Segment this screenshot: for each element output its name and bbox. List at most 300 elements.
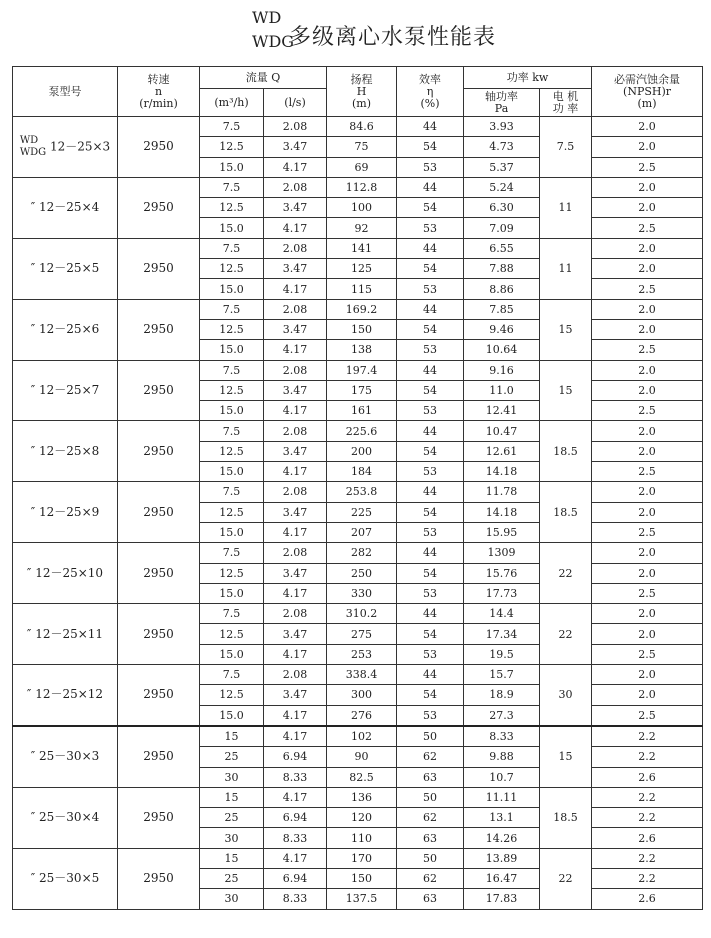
motor-power: 15 xyxy=(540,299,592,360)
table-row xyxy=(13,177,703,197)
header-flow: 流量 Q xyxy=(200,67,327,89)
shaft-power: 15.95 xyxy=(464,522,540,542)
speed-rpm: 2950 xyxy=(118,299,200,360)
shaft-power: 14.26 xyxy=(464,828,540,848)
npsh: 2.0 xyxy=(592,482,703,502)
series-label-wdg: WDG xyxy=(252,32,295,51)
flow-m3h: 12.5 xyxy=(200,380,264,400)
npsh: 2.0 xyxy=(592,685,703,705)
pump-model xyxy=(13,421,118,482)
npsh: 2.0 xyxy=(592,441,703,461)
npsh: 2.0 xyxy=(592,177,703,197)
pump-model xyxy=(13,360,118,421)
head: 282 xyxy=(327,543,397,563)
motor-power: 22 xyxy=(540,543,592,604)
pump-model xyxy=(13,299,118,360)
header-power: 功率 kw xyxy=(464,67,592,89)
flow-m3h: 15.0 xyxy=(200,462,264,482)
speed-rpm: 2950 xyxy=(118,665,200,726)
flow-ls: 4.17 xyxy=(264,726,327,747)
head: 175 xyxy=(327,380,397,400)
npsh: 2.2 xyxy=(592,726,703,747)
head: 90 xyxy=(327,747,397,767)
model-code: 12－25×6 xyxy=(39,322,100,337)
pump-performance-table xyxy=(12,66,703,910)
shaft-power: 1309 xyxy=(464,543,540,563)
page-title: 多级离心水泵性能表 xyxy=(289,25,497,50)
motor-power: 22 xyxy=(540,604,592,665)
model-code: 25－30×3 xyxy=(39,749,100,764)
ditto-mark: ″ xyxy=(30,383,40,397)
head: 150 xyxy=(327,319,397,339)
flow-m3h: 7.5 xyxy=(200,299,264,319)
npsh: 2.5 xyxy=(592,218,703,238)
npsh: 2.5 xyxy=(592,705,703,726)
npsh: 2.5 xyxy=(592,522,703,542)
ditto-mark: ″ xyxy=(30,443,40,458)
flow-ls: 6.94 xyxy=(264,868,327,888)
shaft-power: 6.30 xyxy=(464,198,540,218)
flow-ls: 4.17 xyxy=(264,401,327,421)
flow-m3h: 15.0 xyxy=(200,522,264,542)
table-row xyxy=(13,604,703,624)
flow-ls: 3.47 xyxy=(264,137,327,157)
efficiency: 54 xyxy=(397,319,464,339)
flow-ls: 2.08 xyxy=(264,482,327,502)
shaft-power: 11.11 xyxy=(464,787,540,807)
shaft-power: 18.9 xyxy=(464,685,540,705)
efficiency: 53 xyxy=(397,340,464,360)
flow-m3h: 15.0 xyxy=(200,401,264,421)
npsh: 2.5 xyxy=(592,462,703,482)
flow-ls: 4.17 xyxy=(264,705,327,726)
head: 115 xyxy=(327,279,397,299)
shaft-power: 12.41 xyxy=(464,401,540,421)
npsh: 2.0 xyxy=(592,299,703,319)
ditto-mark: ″ xyxy=(30,200,40,215)
head: 138 xyxy=(327,340,397,360)
npsh: 2.2 xyxy=(592,848,703,868)
speed-rpm: 2950 xyxy=(118,543,200,604)
model-code: 12－25×8 xyxy=(39,443,100,458)
flow-ls: 2.08 xyxy=(264,543,327,563)
flow-m3h: 15.0 xyxy=(200,644,264,664)
motor-power: 30 xyxy=(540,665,592,726)
head: 75 xyxy=(327,137,397,157)
flow-ls: 2.08 xyxy=(264,238,327,258)
model-code: 12－25×5 xyxy=(39,261,100,276)
efficiency: 54 xyxy=(397,198,464,218)
npsh: 2.5 xyxy=(592,583,703,603)
flow-ls: 4.17 xyxy=(264,340,327,360)
npsh: 2.0 xyxy=(592,319,703,339)
shaft-power: 10.7 xyxy=(464,767,540,787)
efficiency: 54 xyxy=(397,624,464,644)
ditto-mark: ″ xyxy=(26,626,36,641)
flow-m3h: 7.5 xyxy=(200,177,264,197)
flow-m3h: 15.0 xyxy=(200,157,264,177)
flow-ls: 2.08 xyxy=(264,665,327,685)
speed-rpm: 2950 xyxy=(118,604,200,665)
npsh: 2.0 xyxy=(592,380,703,400)
speed-rpm: 2950 xyxy=(118,117,200,178)
flow-m3h: 15 xyxy=(200,787,264,807)
header-speed: 转速 n (r/min) xyxy=(118,67,200,117)
efficiency: 63 xyxy=(397,889,464,909)
efficiency: 53 xyxy=(397,462,464,482)
shaft-power: 8.33 xyxy=(464,726,540,747)
flow-ls: 3.47 xyxy=(264,563,327,583)
npsh: 2.6 xyxy=(592,767,703,787)
pump-model xyxy=(13,604,118,665)
flow-m3h: 30 xyxy=(200,889,264,909)
shaft-power: 12.61 xyxy=(464,441,540,461)
efficiency: 44 xyxy=(397,665,464,685)
shaft-power: 3.93 xyxy=(464,117,540,137)
efficiency: 44 xyxy=(397,482,464,502)
npsh: 2.0 xyxy=(592,137,703,157)
flow-m3h: 12.5 xyxy=(200,502,264,522)
flow-ls: 2.08 xyxy=(264,117,327,137)
flow-m3h: 15.0 xyxy=(200,340,264,360)
table-row xyxy=(13,482,703,502)
shaft-power: 10.64 xyxy=(464,340,540,360)
speed-rpm: 2950 xyxy=(118,482,200,543)
model-code: 12－25×12 xyxy=(35,687,104,702)
npsh: 2.0 xyxy=(592,238,703,258)
flow-m3h: 12.5 xyxy=(200,319,264,339)
efficiency: 44 xyxy=(397,604,464,624)
head: 170 xyxy=(327,848,397,868)
efficiency: 63 xyxy=(397,828,464,848)
efficiency: 54 xyxy=(397,441,464,461)
head: 92 xyxy=(327,218,397,238)
pump-model xyxy=(13,787,118,848)
ditto-mark: ″ xyxy=(26,565,36,580)
flow-ls: 4.17 xyxy=(264,218,327,238)
flow-m3h: 7.5 xyxy=(200,543,264,563)
table-row xyxy=(13,787,703,807)
head: 275 xyxy=(327,624,397,644)
table-row xyxy=(13,299,703,319)
head: 102 xyxy=(327,726,397,747)
npsh: 2.0 xyxy=(592,421,703,441)
npsh: 2.0 xyxy=(592,502,703,522)
motor-power: 22 xyxy=(540,848,592,909)
shaft-power: 14.4 xyxy=(464,604,540,624)
flow-m3h: 30 xyxy=(200,828,264,848)
head: 300 xyxy=(327,685,397,705)
npsh: 2.5 xyxy=(592,401,703,421)
efficiency: 53 xyxy=(397,401,464,421)
npsh: 2.2 xyxy=(592,747,703,767)
shaft-power: 17.73 xyxy=(464,583,540,603)
shaft-power: 14.18 xyxy=(464,462,540,482)
shaft-power: 5.24 xyxy=(464,177,540,197)
flow-m3h: 12.5 xyxy=(200,137,264,157)
head: 82.5 xyxy=(327,767,397,787)
ditto-mark: ″ xyxy=(30,749,40,764)
shaft-power: 4.73 xyxy=(464,137,540,157)
shaft-power: 6.55 xyxy=(464,238,540,258)
flow-m3h: 7.5 xyxy=(200,360,264,380)
efficiency: 53 xyxy=(397,705,464,726)
flow-m3h: 7.5 xyxy=(200,238,264,258)
model-code: 12－25×11 xyxy=(35,626,104,641)
flow-m3h: 12.5 xyxy=(200,624,264,644)
shaft-power: 19.5 xyxy=(464,644,540,664)
npsh: 2.2 xyxy=(592,787,703,807)
motor-power: 11 xyxy=(540,177,592,238)
npsh: 2.5 xyxy=(592,340,703,360)
flow-m3h: 12.5 xyxy=(200,685,264,705)
shaft-power: 13.1 xyxy=(464,808,540,828)
efficiency: 53 xyxy=(397,279,464,299)
flow-m3h: 12.5 xyxy=(200,563,264,583)
ditto-mark: ″ xyxy=(30,322,40,337)
flow-ls: 3.47 xyxy=(264,259,327,279)
speed-rpm: 2950 xyxy=(118,177,200,238)
shaft-power: 7.85 xyxy=(464,299,540,319)
head: 338.4 xyxy=(327,665,397,685)
title-block xyxy=(0,0,711,66)
flow-ls: 6.94 xyxy=(264,808,327,828)
head: 84.6 xyxy=(327,117,397,137)
head: 161 xyxy=(327,401,397,421)
pump-model xyxy=(13,543,118,604)
npsh: 2.0 xyxy=(592,198,703,218)
shaft-power: 17.34 xyxy=(464,624,540,644)
head: 69 xyxy=(327,157,397,177)
speed-rpm: 2950 xyxy=(118,726,200,787)
head: 276 xyxy=(327,705,397,726)
efficiency: 53 xyxy=(397,218,464,238)
flow-m3h: 15 xyxy=(200,848,264,868)
flow-ls: 2.08 xyxy=(264,299,327,319)
efficiency: 54 xyxy=(397,563,464,583)
head: 136 xyxy=(327,787,397,807)
flow-m3h: 7.5 xyxy=(200,482,264,502)
flow-m3h: 12.5 xyxy=(200,198,264,218)
flow-ls: 3.47 xyxy=(264,502,327,522)
motor-power: 18.5 xyxy=(540,787,592,848)
pump-model xyxy=(13,177,118,238)
efficiency: 54 xyxy=(397,137,464,157)
header-efficiency: 效率 η (%) xyxy=(397,67,464,117)
flow-ls: 4.17 xyxy=(264,644,327,664)
flow-ls: 3.47 xyxy=(264,441,327,461)
efficiency: 44 xyxy=(397,177,464,197)
table-row xyxy=(13,238,703,258)
pump-model xyxy=(13,238,118,299)
shaft-power: 9.16 xyxy=(464,360,540,380)
shaft-power: 10.47 xyxy=(464,421,540,441)
npsh: 2.6 xyxy=(592,828,703,848)
shaft-power: 17.83 xyxy=(464,889,540,909)
npsh: 2.2 xyxy=(592,808,703,828)
shaft-power: 9.88 xyxy=(464,747,540,767)
efficiency: 54 xyxy=(397,259,464,279)
head: 120 xyxy=(327,808,397,828)
header-head: 扬程 H (m) xyxy=(327,67,397,117)
shaft-power: 5.37 xyxy=(464,157,540,177)
ditto-mark: ″ xyxy=(30,261,40,276)
npsh: 2.0 xyxy=(592,604,703,624)
flow-ls: 8.33 xyxy=(264,889,327,909)
head: 125 xyxy=(327,259,397,279)
table-row xyxy=(13,726,703,747)
flow-m3h: 15 xyxy=(200,726,264,747)
flow-m3h: 7.5 xyxy=(200,421,264,441)
flow-m3h: 12.5 xyxy=(200,259,264,279)
table-row xyxy=(13,117,703,137)
speed-rpm: 2950 xyxy=(118,848,200,909)
head: 253 xyxy=(327,644,397,664)
head: 110 xyxy=(327,828,397,848)
head: 310.2 xyxy=(327,604,397,624)
flow-m3h: 12.5 xyxy=(200,441,264,461)
head: 225.6 xyxy=(327,421,397,441)
flow-m3h: 15.0 xyxy=(200,705,264,726)
npsh: 2.5 xyxy=(592,157,703,177)
motor-power: 18.5 xyxy=(540,421,592,482)
pump-model xyxy=(13,848,118,909)
flow-ls: 4.17 xyxy=(264,279,327,299)
flow-m3h: 7.5 xyxy=(200,604,264,624)
table-row xyxy=(13,665,703,685)
flow-m3h: 15.0 xyxy=(200,218,264,238)
flow-m3h: 15.0 xyxy=(200,279,264,299)
flow-ls: 8.33 xyxy=(264,767,327,787)
shaft-power: 16.47 xyxy=(464,868,540,888)
flow-ls: 2.08 xyxy=(264,360,327,380)
efficiency: 63 xyxy=(397,767,464,787)
model-prefix: WD WDG xyxy=(19,134,47,158)
shaft-power: 15.76 xyxy=(464,563,540,583)
shaft-power: 7.88 xyxy=(464,259,540,279)
model-code: 12－25×3 xyxy=(46,139,111,154)
pump-model xyxy=(13,665,118,726)
head: 253.8 xyxy=(327,482,397,502)
pump-model xyxy=(13,117,118,178)
model-code: 12－25×4 xyxy=(39,200,100,215)
flow-ls: 4.17 xyxy=(264,462,327,482)
efficiency: 44 xyxy=(397,543,464,563)
efficiency: 44 xyxy=(397,299,464,319)
motor-power: 11 xyxy=(540,238,592,299)
flow-ls: 4.17 xyxy=(264,787,327,807)
flow-ls: 6.94 xyxy=(264,747,327,767)
speed-rpm: 2950 xyxy=(118,787,200,848)
efficiency: 54 xyxy=(397,380,464,400)
ditto-mark: ″ xyxy=(30,504,40,519)
speed-rpm: 2950 xyxy=(118,360,200,421)
model-code: 12－25×7 xyxy=(39,383,100,397)
header-model: 泵型号 xyxy=(13,67,118,117)
npsh: 2.0 xyxy=(592,624,703,644)
efficiency: 50 xyxy=(397,787,464,807)
motor-power: 15 xyxy=(540,726,592,787)
shaft-power: 11.0 xyxy=(464,380,540,400)
shaft-power: 8.86 xyxy=(464,279,540,299)
npsh: 2.0 xyxy=(592,360,703,380)
table-row xyxy=(13,543,703,563)
npsh: 2.0 xyxy=(592,259,703,279)
motor-power: 18.5 xyxy=(540,482,592,543)
model-code: 12－25×9 xyxy=(39,504,100,519)
motor-power: 15 xyxy=(540,360,592,421)
speed-rpm: 2950 xyxy=(118,238,200,299)
flow-ls: 4.17 xyxy=(264,522,327,542)
head: 200 xyxy=(327,441,397,461)
head: 184 xyxy=(327,462,397,482)
npsh: 2.0 xyxy=(592,543,703,563)
flow-ls: 2.08 xyxy=(264,604,327,624)
efficiency: 54 xyxy=(397,685,464,705)
motor-power: 7.5 xyxy=(540,117,592,178)
pump-model xyxy=(13,726,118,787)
model-code: 12－25×10 xyxy=(35,565,104,580)
header-shaft-power: 轴功率 Pa xyxy=(464,89,540,117)
efficiency: 62 xyxy=(397,808,464,828)
head: 225 xyxy=(327,502,397,522)
efficiency: 53 xyxy=(397,583,464,603)
efficiency: 62 xyxy=(397,747,464,767)
flow-m3h: 7.5 xyxy=(200,117,264,137)
flow-m3h: 25 xyxy=(200,747,264,767)
head: 169.2 xyxy=(327,299,397,319)
header-motor-power: 电 机 功 率 xyxy=(540,89,592,117)
table-row xyxy=(13,360,703,380)
efficiency: 44 xyxy=(397,238,464,258)
npsh: 2.5 xyxy=(592,644,703,664)
npsh: 2.0 xyxy=(592,563,703,583)
header-flow-m3h: (m³/h) xyxy=(200,89,264,117)
flow-ls: 4.17 xyxy=(264,583,327,603)
npsh: 2.6 xyxy=(592,889,703,909)
shaft-power: 27.3 xyxy=(464,705,540,726)
head: 207 xyxy=(327,522,397,542)
shaft-power: 7.09 xyxy=(464,218,540,238)
shaft-power: 9.46 xyxy=(464,319,540,339)
efficiency: 53 xyxy=(397,522,464,542)
npsh: 2.5 xyxy=(592,279,703,299)
flow-ls: 2.08 xyxy=(264,177,327,197)
flow-m3h: 25 xyxy=(200,868,264,888)
efficiency: 53 xyxy=(397,644,464,664)
flow-ls: 3.47 xyxy=(264,198,327,218)
model-code: 25－30×5 xyxy=(39,871,100,886)
flow-m3h: 7.5 xyxy=(200,665,264,685)
table-row xyxy=(13,421,703,441)
efficiency: 44 xyxy=(397,421,464,441)
flow-m3h: 25 xyxy=(200,808,264,828)
efficiency: 44 xyxy=(397,117,464,137)
efficiency: 50 xyxy=(397,726,464,747)
head: 150 xyxy=(327,868,397,888)
head: 250 xyxy=(327,563,397,583)
flow-m3h: 15.0 xyxy=(200,583,264,603)
model-code: 25－30×4 xyxy=(39,810,100,825)
efficiency: 54 xyxy=(397,502,464,522)
head: 330 xyxy=(327,583,397,603)
head: 112.8 xyxy=(327,177,397,197)
efficiency: 53 xyxy=(397,157,464,177)
flow-ls: 3.47 xyxy=(264,685,327,705)
header-flow-ls: (l/s) xyxy=(264,89,327,117)
table-row xyxy=(13,848,703,868)
flow-ls: 4.17 xyxy=(264,157,327,177)
